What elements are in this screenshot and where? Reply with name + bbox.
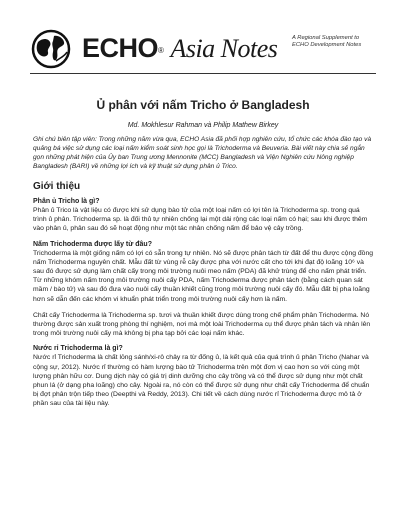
article	[33, 88, 373, 416]
header-divider	[30, 73, 376, 74]
paragraph-what-is-tricho-compost: Phân ủ Trico là vật liệu có được khi sử dụng bào tử của một loại nấm có lợi tên là Trichoderma sp. trong quá trình ủ phân. Trichoderma sp. là đối thủ tự nhiên chống lại một dải rộng các loại nấm có hại; sau khi được thêm vào phân ủ, phân sau đó sẽ hoạt động như một tác nhân chống nấm để bảo vệ cây trồng.	[33, 207, 368, 233]
editor-note: Ghi chú biên tập viên: Trong những năm vừa qua, ECHO Asia đã phối hợp nghiên cứu, tổ chức các khóa đào tạo và quảng bá việc sử dụng các loại nấm kiểm soát sinh học gọi là Trichoderma và Beuveria. Bài viết này chia sẻ ngắn gọn những phát hiện của Ủy ban Trung ương Mennonite (MCC) Bangladesh và Viện Nghiên cứu Nông nghiệp Bangladesh (BARI) về những lợi ích và kỹ thuật sử dụng phân ủ Trico.	[33, 136, 372, 170]
article-title: Ủ phân với nấm Tricho ở Bangladesh	[96, 98, 310, 112]
subheading-what-is-tricho-compost: Phân ủ Tricho là gì?	[33, 198, 100, 205]
article-authors: Md. Mokhlesur Rahman và Philip Mathew Birkey	[127, 122, 279, 129]
paragraph-trichoderma-source: Trichoderma là một giống nấm có lợi có sẵn trong tự nhiên. Nó sẽ được phân tách từ đất để thu được cộng đồng nấm Trichoderma nguyên chất. Mẫu đất từ vùng rễ cây được pha với nước cất cho tới khi đạt độ loãng 10⁶ và sau đó được sử dụng làm chất cấy trong môi trường nuôi meo nấm (PDA) đã khử trùng để cho nấm phát triển. Từ những khóm nấm trong môi trường nuôi cấy PDA, nấm Trichoderma được phân tách (bằng cách quan sát mầm / bào tử) và sau đó đưa vào nuôi cấy thuần khiết cũng trong môi trường nuôi cấy đó. Mẫu đất bị pha loãng hơn sẽ dẫn đến các khóm vi khuẩn phát triển trong môi trường nuôi cấy hơn là nấm.	[33, 249, 374, 303]
echo-asia-notes-title	[82, 33, 277, 64]
paragraph-trichoderma-inoculum: Chất cấy Trichoderma là Trichoderma sp. tươi và thuần khiết được dùng trong chế phẩm phân Trichoderma. Nó thường được sản xuất trong phòng thí nghiệm, nơi mà một loài Trichoderma cụ thể được phân tách và nhân lên trong môi trường nuôi cấy mà không bị pha tạp bởi các loại nấm khác.	[33, 311, 371, 338]
subheading-trichoderma-leachate: Nước rỉ Trichoderma là gì?	[33, 345, 123, 353]
paragraph-trichoderma-leachate: Nước rỉ Trichoderma là chất lỏng sánh/xi-rô chảy ra từ đống ủ, là kết quả của quá trình ủ phân Tricho (Nahar và cộng sự, 2012). Nước rỉ thường có hàm lượng bào tử Trichoderma trên một đơn vị cao hơn so với cùng một lượng phân hữu cơ. Dung dịch này có giá trị dinh dưỡng cho cây trồng và có thể được sử dụng như một chất phun lá (ở dạng pha loãng) cho cây. Ngoài ra, nó còn có thể được sử dụng như chất cấy Trichoderma để chuẩn bị đợt phân trộn tiếp theo (Deepthi và Reddy, 2013). Chi tiết về cách dùng nước rỉ Trichoderma được mô tả ở phần sau của tài liệu này.	[33, 354, 370, 408]
series-name: Asia Notes	[170, 34, 278, 63]
brand-name: ECHO	[82, 33, 159, 63]
header	[30, 28, 376, 72]
supplement-note: A Regional Supplement to ECHO Development Notes	[292, 35, 362, 48]
section-heading-intro: Giới thiệu	[33, 181, 81, 192]
echo-globe-logo-icon	[30, 28, 78, 70]
registered-mark: ®	[158, 46, 164, 55]
subheading-trichoderma-source: Nấm Trichoderma được lấy từ đâu?	[33, 240, 152, 248]
